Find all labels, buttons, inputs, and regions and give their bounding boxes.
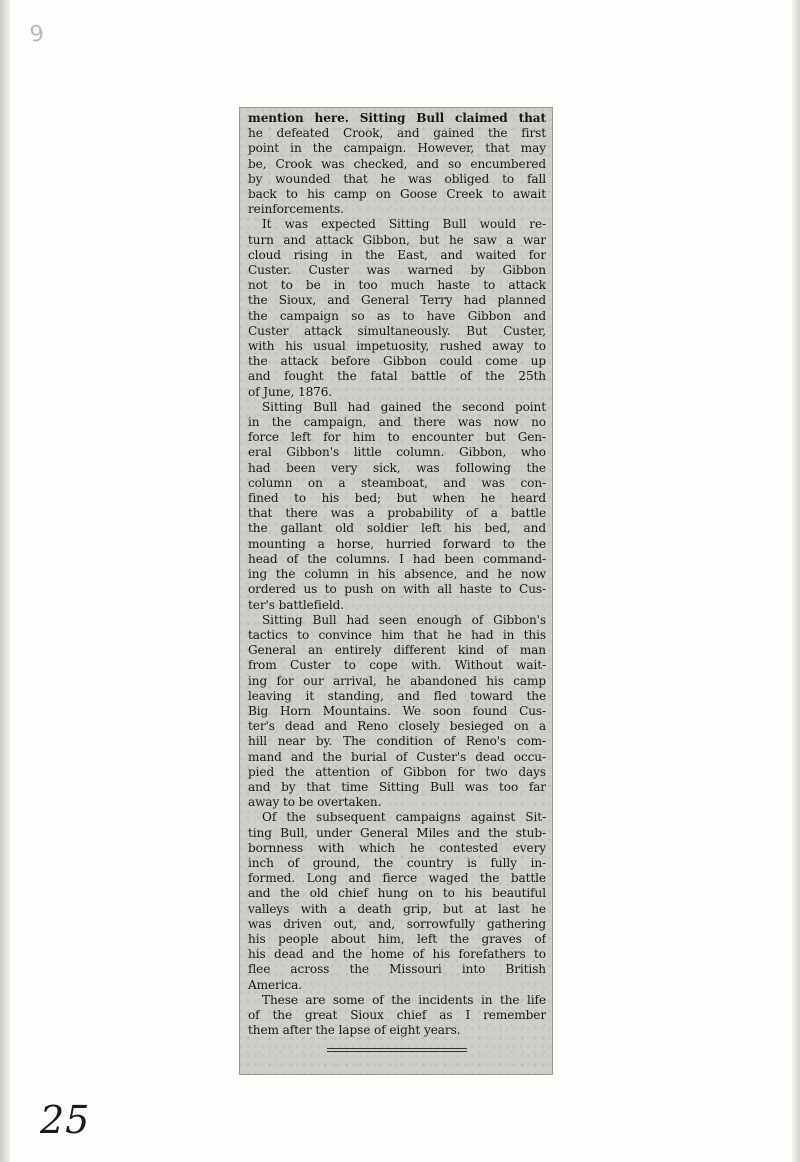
article-line: be, Crook was checked, and so encumbered bbox=[248, 156, 546, 171]
article-line: America. bbox=[248, 977, 303, 992]
article-line: hill near by. The condition of Reno's com- bbox=[248, 734, 546, 749]
article-line: mention here. Sitting Bull claimed that bbox=[248, 111, 546, 125]
article-line: his dead and the home of his forefathers to bbox=[248, 947, 546, 962]
article-line: eral Gibbon's little column. Gibbon, who bbox=[248, 445, 546, 460]
article-line: tactics to convince him that he had in this bbox=[248, 627, 546, 642]
end-rule bbox=[327, 1048, 467, 1052]
scan-edge-right bbox=[792, 0, 800, 1162]
scan-edge-left bbox=[0, 0, 10, 1162]
article-body bbox=[248, 111, 546, 1038]
article-line: pied the attention of Gibbon for two days bbox=[248, 764, 546, 779]
article-line: mounting a horse, hurried forward to the bbox=[248, 536, 546, 551]
article-line: them after the lapse of eight years. bbox=[248, 1023, 461, 1038]
article-line: Custer attack simultaneously. But Custer, bbox=[248, 323, 546, 338]
article-line: bornness with which he contested every bbox=[248, 840, 546, 855]
article-line: and the old chief hung on to his beautiful bbox=[248, 886, 546, 901]
article-line: leaving it standing, and fled toward the bbox=[248, 688, 546, 703]
article-line: his people about him, left the graves of bbox=[248, 931, 546, 946]
article-line: ter's dead and Reno closely besieged on a bbox=[248, 719, 546, 734]
article-line: flee across the Missouri into British bbox=[248, 962, 546, 977]
article-line: he defeated Crook, and gained the first bbox=[248, 126, 546, 141]
article-line: from Custer to cope with. Without wait- bbox=[248, 658, 546, 673]
article-line: mand and the burial of Custer's dead occu- bbox=[248, 749, 546, 764]
article-line: It was expected Sitting Bull would re- bbox=[262, 217, 546, 232]
page-number-bottom: 25 bbox=[40, 1098, 91, 1142]
article-line: ting Bull, under General Miles and the stub- bbox=[248, 825, 546, 840]
article-line: the campaign so as to have Gibbon and bbox=[248, 308, 546, 323]
article-line: head of the columns. I had been command- bbox=[248, 551, 546, 566]
article-line: in the campaign, and there was now no bbox=[248, 415, 546, 430]
article-line: point in the campaign. However, that may bbox=[248, 141, 546, 156]
article-line: valleys with a death grip, but at last he bbox=[248, 901, 546, 916]
article-line: Sitting Bull had seen enough of Gibbon's bbox=[262, 612, 546, 627]
article-line: was driven out, and, sorrowfully gathering bbox=[248, 916, 546, 931]
article-line: These are some of the incidents in the life bbox=[262, 992, 546, 1007]
article-line: with his usual impetuosity, rushed away to bbox=[248, 339, 546, 354]
article-line: and by that time Sitting Bull was too far bbox=[248, 779, 546, 794]
article-line: away to be overtaken. bbox=[248, 795, 382, 810]
article-line: ter's battlefield. bbox=[248, 597, 345, 612]
article-line: not to be in too much haste to attack bbox=[248, 278, 546, 293]
article-line: Sitting Bull had gained the second point bbox=[262, 399, 546, 414]
article-line: the Sioux, and General Terry had planned bbox=[248, 293, 546, 308]
article-line: cloud rising in the East, and waited for bbox=[248, 247, 546, 262]
article-line: ing the column in his absence, and he now bbox=[248, 567, 546, 582]
article-line: inch of ground, the country is fully in- bbox=[248, 855, 546, 870]
article-line: force left for him to encounter but Gen- bbox=[248, 430, 546, 445]
article-line: Big Horn Mountains. We soon found Cus- bbox=[248, 703, 546, 718]
article-line: General an entirely different kind of man bbox=[248, 643, 546, 658]
article-line: the attack before Gibbon could come up bbox=[248, 354, 546, 369]
article-line: Of the subsequent campaigns against Sit- bbox=[262, 810, 546, 825]
article-line: and fought the fatal battle of the 25th bbox=[248, 369, 546, 384]
article-line: formed. Long and fierce waged the battle bbox=[248, 871, 546, 886]
page-number-top: 9 bbox=[28, 21, 46, 48]
newspaper-clipping bbox=[240, 108, 552, 1074]
article-line: ing for our arrival, he abandoned his camp bbox=[248, 673, 546, 688]
article-line: by wounded that he was obliged to fall bbox=[248, 171, 546, 186]
article-line: that there was a probability of a battle bbox=[248, 506, 546, 521]
article-line: the gallant old soldier left his bed, and bbox=[248, 521, 546, 536]
article-line: column on a steamboat, and was con- bbox=[248, 475, 546, 490]
article-line: had been very sick, was following the bbox=[248, 460, 546, 475]
article-line: fined to his bed; but when he heard bbox=[248, 491, 546, 506]
article-line: Custer. Custer was warned by Gibbon bbox=[248, 263, 546, 278]
article-line: ordered us to push on with all haste to Cus- bbox=[248, 582, 546, 597]
article-line: of the great Sioux chief as I remember bbox=[248, 1007, 546, 1022]
article-line: turn and attack Gibbon, but he saw a war bbox=[248, 232, 546, 247]
article-line: back to his camp on Goose Creek to await bbox=[248, 187, 546, 202]
article-line: reinforcements. bbox=[248, 202, 344, 217]
article-line: of June, 1876. bbox=[248, 384, 333, 399]
